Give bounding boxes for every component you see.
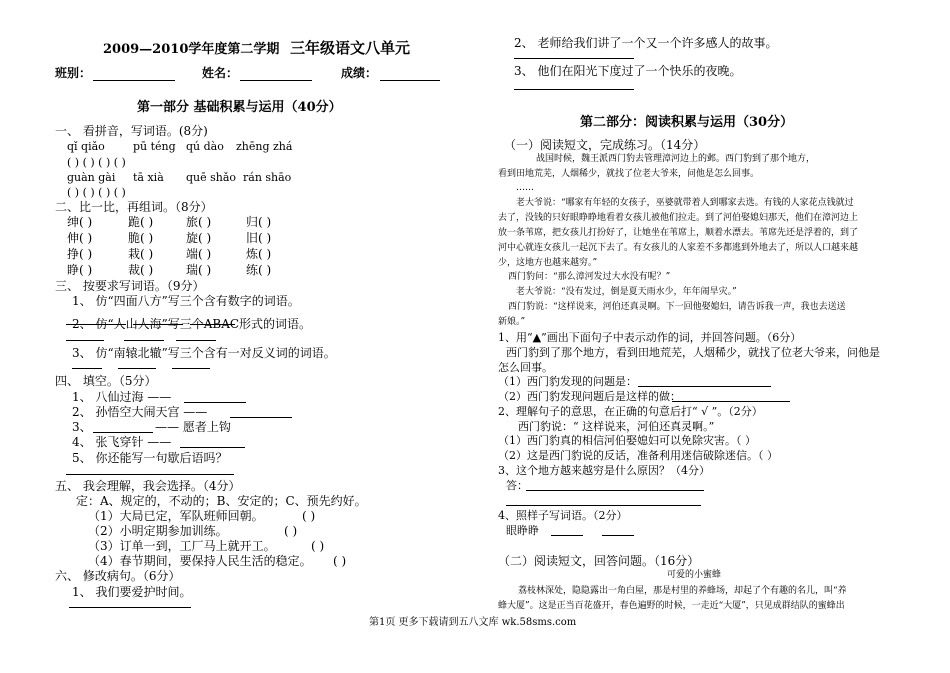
q3-blank[interactable] — [72, 368, 102, 369]
answer-boxes-row2[interactable]: ( ) ( ) ( ) ( ) — [67, 186, 126, 199]
compare-cell[interactable]: 炼( ) — [246, 247, 272, 261]
q6-blank[interactable] — [69, 607, 191, 608]
q2-title: 二、比一比，再组词。（8分） — [55, 200, 213, 214]
compare-cell[interactable]: 栽( ) — [128, 247, 154, 261]
page-footer: 第1页 更多下载请到五八文库 wk.58sms.com — [369, 617, 577, 628]
r1-q3-blank[interactable] — [526, 490, 704, 491]
q3-blank[interactable] — [66, 340, 104, 341]
q3-blank[interactable] — [124, 340, 164, 341]
class-blank[interactable] — [93, 80, 175, 81]
q4-item-3: 3、 — [72, 420, 92, 434]
q6-item-1: 1、 我们要爱护时间。 — [72, 585, 192, 599]
compare-cell[interactable]: 跪( ) — [128, 215, 154, 229]
r1-q2-b[interactable]: （2）这是西门豹说的反话，准备利用迷信破除迷信。（ ） — [498, 449, 778, 462]
pinyin-8: rán shāo — [243, 171, 292, 184]
passage2-line: 蜂大厦”。这是正当百花盛开，春色遍野的时候，一走近“大厦”，只见成群结队的蜜蜂出 — [498, 601, 845, 611]
q1-title: 一、 看拼音，写词语。(8分) — [55, 124, 208, 138]
q5-title: 五、 我会理解，我会选择。（4分） — [55, 479, 241, 493]
q3-blank[interactable] — [118, 368, 156, 369]
q6-blank[interactable] — [514, 89, 634, 90]
compare-cell[interactable]: 脆( ) — [128, 231, 154, 245]
q4-item-4: 4、 张飞穿针 —— — [72, 435, 172, 449]
compare-cell[interactable]: 旋( ) — [186, 231, 212, 245]
q4-blank[interactable] — [66, 474, 234, 475]
r1-q1: 1、用“▲”画出下面句子中表示动作的词，并回答问题。（6分） — [498, 331, 802, 344]
passage-line: 放一条苇席，把女孩儿打扮好了，让她坐在苇席上，顺着水漂去。苇席先还是浮着的，到了 — [498, 228, 859, 238]
compare-cell[interactable]: 归( ) — [246, 215, 272, 229]
passage-line: …… — [516, 183, 534, 193]
compare-cell[interactable]: 旅( ) — [186, 215, 212, 229]
r1-q3-answer-label: 答： — [506, 479, 528, 492]
r1-q1-b-blank[interactable] — [672, 401, 790, 402]
q5-item-1: （1）大局已定，军队班师回朝。 — [88, 509, 264, 523]
r1-q1-b: （2）西门豹发现问题后是这样的做： — [498, 390, 681, 403]
r1-q2: 2、理解句子的意思，在正确的句意后打“ √ ”。（2分） — [498, 405, 763, 418]
r1-q1-a-blank[interactable] — [638, 386, 771, 387]
pinyin-1: qǐ qiǎo — [67, 140, 105, 153]
reading2-subtitle: 可爱的小蜜蜂 — [667, 570, 722, 580]
pinyin-3: qú dào — [186, 140, 224, 153]
reading2-title: （二）阅读短文，回答问题。（16分） — [498, 554, 700, 568]
passage-line: 老大爷说：“哪家有年轻的女孩子，巫婆就带着人到哪家去选。有钱的人家花点钱就过 — [516, 198, 854, 208]
q3-blank[interactable] — [172, 368, 210, 369]
r1-q2-sentence: 西门豹说：“ 这样说来，河伯还真灵啊。” — [518, 420, 715, 433]
q4-item-3-tail: —— 愿者上钩 — [155, 420, 231, 434]
q6-blank[interactable] — [514, 58, 634, 59]
part2-heading: 第二部分：阅读积累与运用（30分） — [580, 115, 794, 130]
q5-answer[interactable]: ( ) — [311, 539, 325, 553]
score-blank[interactable] — [380, 80, 440, 81]
passage2-line: 荔枝林深处，隐隐露出一角白屋，那是村里的养蜂场，却起了个有趣的名儿，叫“养 — [518, 586, 847, 596]
q3-item-1: 1、 仿“四面八方”写三个含有数字的词语。 — [72, 294, 300, 308]
class-label: 班别： — [55, 66, 92, 80]
answer-boxes-row1[interactable]: ( ) ( ) ( ) ( ) — [67, 156, 126, 169]
r1-q3-blank[interactable] — [506, 505, 701, 506]
pinyin-4: zhēng zhá — [236, 140, 293, 153]
pinyin-5: guàn gài — [67, 171, 116, 184]
r1-q4-example: 眼睁睁 — [506, 524, 539, 537]
q4-item-5: 5、 你还能写一句歇后语吗？ — [72, 451, 228, 465]
r1-q1-sentence: 西门豹到了那个地方，看到田地荒芜，人烟稀少，就找了位老大爷来，问他是 — [506, 346, 880, 359]
pinyin-2: pū téng — [133, 140, 176, 153]
compare-cell[interactable]: 端( ) — [186, 247, 212, 261]
q4-item-1: 1、 八仙过海 —— — [72, 390, 172, 404]
q3-item-3: 3、 仿“南辕北辙”写三个含有一对反义词的词语。 — [72, 346, 336, 360]
passage-line: 河中心就连女孩儿一起沉下去了。有女孩儿的人家差不多都逃到外地去了，所以人口越来越 — [498, 243, 859, 253]
doc-title-year: 2009—2010学年度第二学期 — [103, 42, 280, 57]
q4-blank[interactable] — [180, 447, 245, 448]
q3-item-2: 2、 仿“人山人海”写三个ABAC形式的词语。 — [72, 317, 312, 331]
r1-q1-sentence-cont: 怎么回事。 — [498, 361, 553, 374]
passage-line: 西门豹说：“这样说来，河伯还真灵啊。下一回他娶媳妇，请告诉我一声，我也去送送 — [508, 302, 846, 312]
pinyin-7: quē shǎo — [186, 171, 237, 184]
q6-title: 六、 修改病句。（6分） — [55, 569, 181, 583]
q4-title: 四、 填空。（5分） — [55, 374, 157, 388]
q5-answer[interactable]: ( ) — [333, 554, 347, 568]
compare-cell[interactable]: 伸( ) — [67, 231, 93, 245]
passage-line: 战国时候，魏王派西门豹去管理漳河边上的邺。西门豹到了那个地方， — [536, 154, 816, 164]
compare-cell[interactable]: 练( ) — [246, 263, 272, 277]
q6-item-2: 2、 老师给我们讲了一个又一个许多感人的故事。 — [514, 36, 778, 50]
name-blank[interactable] — [240, 80, 312, 81]
passage-line: 看到田地荒芜，人烟稀少，就找了位老大爷来，问他是怎么回事。 — [498, 169, 760, 179]
r1-q4-blank[interactable] — [551, 535, 583, 536]
passage-line: 少，这地方也越来越穷。” — [498, 258, 598, 268]
compare-cell[interactable]: 绅( ) — [67, 215, 93, 229]
q3-title: 三、 按要求写词语。（9分） — [55, 279, 205, 293]
compare-cell[interactable]: 裁( ) — [128, 263, 154, 277]
r1-q2-a[interactable]: （1）西门豹真的相信河伯娶媳妇可以免除灾害。（ ） — [498, 434, 756, 447]
reading1-title: （一）阅读短文，完成练习。（14分） — [504, 138, 706, 152]
part1-heading: 第一部分 基础积累与运用（40分） — [137, 100, 342, 115]
q5-choices: 定：A、规定的，不动的；B、安定的；C、预先约好。 — [76, 494, 367, 508]
pinyin-6: tā xià — [133, 171, 164, 184]
score-label: 成绩： — [341, 66, 378, 80]
q3-blank[interactable] — [176, 340, 216, 341]
r1-q4-blank[interactable] — [602, 535, 634, 536]
q4-blank[interactable] — [93, 432, 153, 433]
compare-cell[interactable]: 挣( ) — [67, 247, 93, 261]
q4-blank[interactable] — [184, 402, 246, 403]
q5-item-3: （3）订单一到，工厂马上就开工。 — [88, 539, 276, 553]
q4-blank[interactable] — [230, 417, 292, 418]
q5-answer[interactable]: ( ) — [302, 509, 316, 523]
passage-line: 新娘。” — [498, 317, 526, 327]
r1-q3: 3、这个地方越来越穷是什么原因？（4分） — [498, 464, 710, 477]
compare-cell[interactable]: 瑞( ) — [186, 263, 212, 277]
r1-q4: 4、照样子写词语。（2分） — [498, 509, 628, 522]
passage-line: 去了，没钱的只好眼睁睁地看着女孩儿被他们拉走。到了河伯娶媳妇那天，他们在漳河边上 — [498, 213, 859, 223]
passage-line: 老大爷说：“没有发过，倒是夏天雨水少，年年闹旱灾。” — [516, 287, 737, 297]
q5-item-4: （4）春节期间，要保持人民生活的稳定。 — [88, 554, 312, 568]
name-label: 姓名： — [202, 66, 239, 80]
compare-cell[interactable]: 旧( ) — [246, 231, 272, 245]
q5-item-2: （2）小明定期参加训练。 — [88, 524, 228, 538]
q4-item-2: 2、 孙悟空大闹天宫 —— — [72, 405, 208, 419]
r1-q1-a: （1）西门豹发现的问题是： — [498, 375, 637, 388]
doc-title-unit: 三年级语文八单元 — [290, 39, 411, 57]
q6-item-3: 3、 他们在阳光下度过了一个快乐的夜晚。 — [514, 64, 742, 78]
compare-cell[interactable]: 睁( ) — [67, 263, 93, 277]
passage-line: 西门豹问：“那么漳河发过大水没有呢？” — [508, 272, 671, 282]
q5-answer[interactable]: ( ) — [284, 524, 298, 538]
